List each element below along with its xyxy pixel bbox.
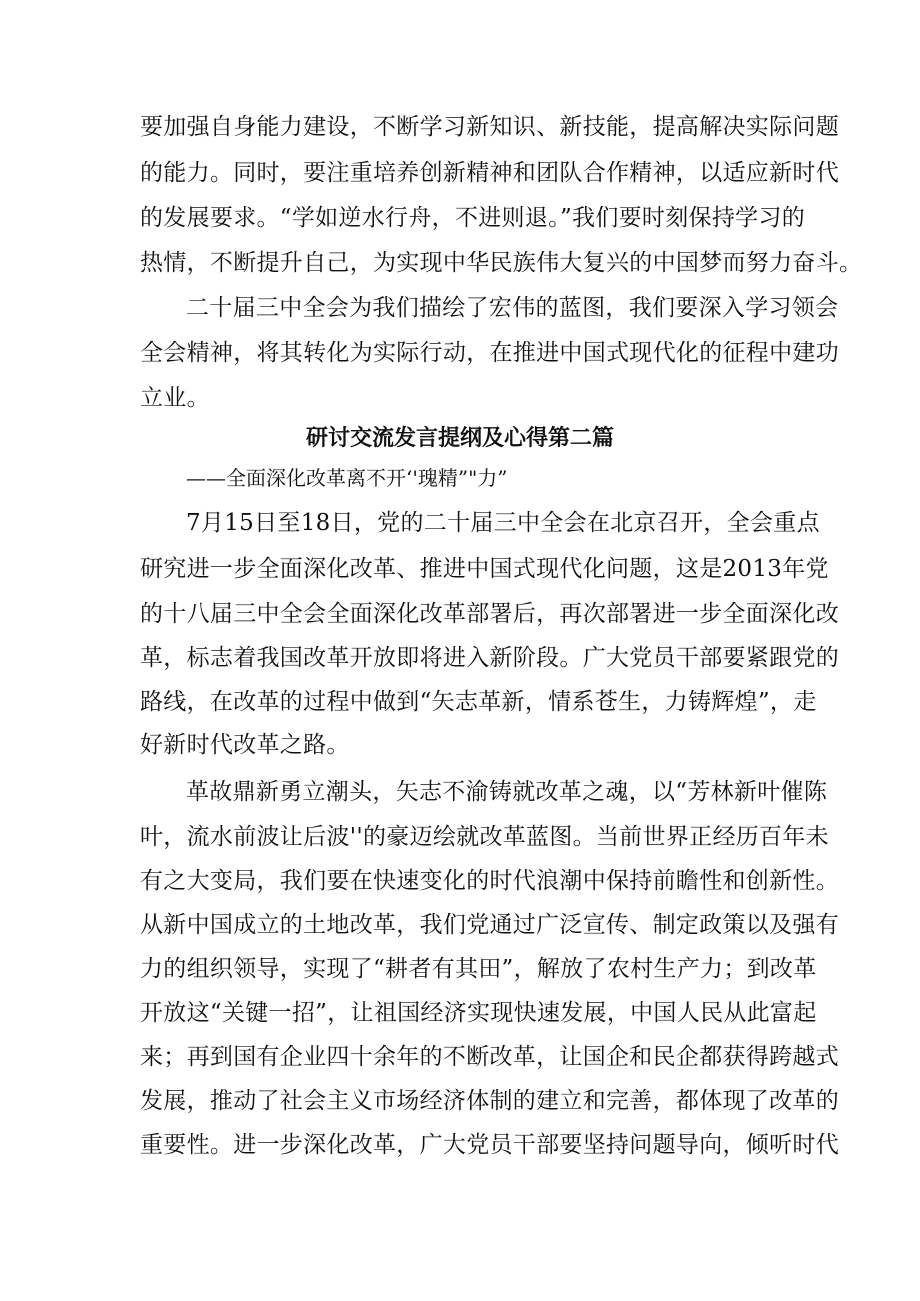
para2-line-1: 二十届三中全会为我们描绘了宏伟的蓝图，我们要深入学习领会: [186, 295, 839, 321]
para3-line-4: 革，标志着我国改革开放即将进入新阶段。广大党员干部要紧跟党的: [140, 645, 839, 671]
para1-line-2: 的能力。同时，要注重培养创新精神和团队合作精神，以适应新时代: [140, 160, 839, 186]
section-heading: 研讨交流发言提纲及心得第二篇: [305, 426, 614, 451]
para3-line-6: 好新时代改革之路。: [140, 732, 350, 758]
para4-line-3: 有之大变局，我们要在快速变化的时代浪潮中保持前瞻性和创新性。: [140, 868, 839, 894]
para3-line-2: 研究进一步全面深化改革、推进中国式现代化问题，这是2013年党: [140, 556, 829, 582]
para2-line-2: 全会精神，将其转化为实际行动，在推进中国式现代化的征程中建功: [140, 340, 839, 366]
para4-line-9: 重要性。进一步深化改革，广大党员干部要坚持问题导向，倾听时代: [140, 1132, 839, 1158]
section-subtitle: ——全面深化改革离不开‘'瑰精”"力”: [186, 466, 508, 490]
para4-line-4: 从新中国成立的土地改革，我们党通过广泛宣传、制定政策以及强有: [140, 912, 839, 938]
para4-line-2: 叶，流水前波让后波''的豪迈绘就改革蓝图。当前世界正经历百年未: [140, 824, 829, 850]
para4-line-8: 发展，推动了社会主义市场经济体制的建立和完善，都体现了改革的: [140, 1088, 839, 1114]
para3-line-5: 路线，在改革的过程中做到“矢志革新，情系苍生，力铸辉煌”，走: [140, 689, 817, 715]
para1-line-4: 热情，不断提升自己，为实现中华民族伟大复兴的中国梦而努力奋斗。: [140, 250, 863, 276]
para1-line-1: 要加强自身能力建设，不断学习新知识、新技能，提高解决实际问题: [140, 114, 839, 140]
para2-line-3: 立业。: [140, 385, 210, 411]
para4-line-5: 力的组织领导，实现了“耕者有其田”，解放了农村生产力；到改革: [140, 956, 817, 982]
para1-line-3: 的发展要求。“学如逆水行舟，不进则退。”我们要时刻保持学习的: [140, 205, 806, 231]
para4-line-6: 开放这“关键一招”，让祖国经济实现快速发展，中国人民从此富起: [140, 1000, 817, 1026]
para3-line-3: 的十八届三中全会全面深化改革部署后，再次部署进一步全面深化改: [140, 601, 839, 627]
para4-line-7: 来；再到国有企业四十余年的不断改革，让国企和民企都获得跨越式: [140, 1044, 839, 1070]
para3-line-1: 7月15日至18日，党的二十届三中全会在北京召开，全会重点: [186, 510, 820, 536]
para4-line-1: 革故鼎新勇立潮头，矢志不渝铸就改革之魂，以“芳林新叶催陈: [186, 779, 828, 805]
